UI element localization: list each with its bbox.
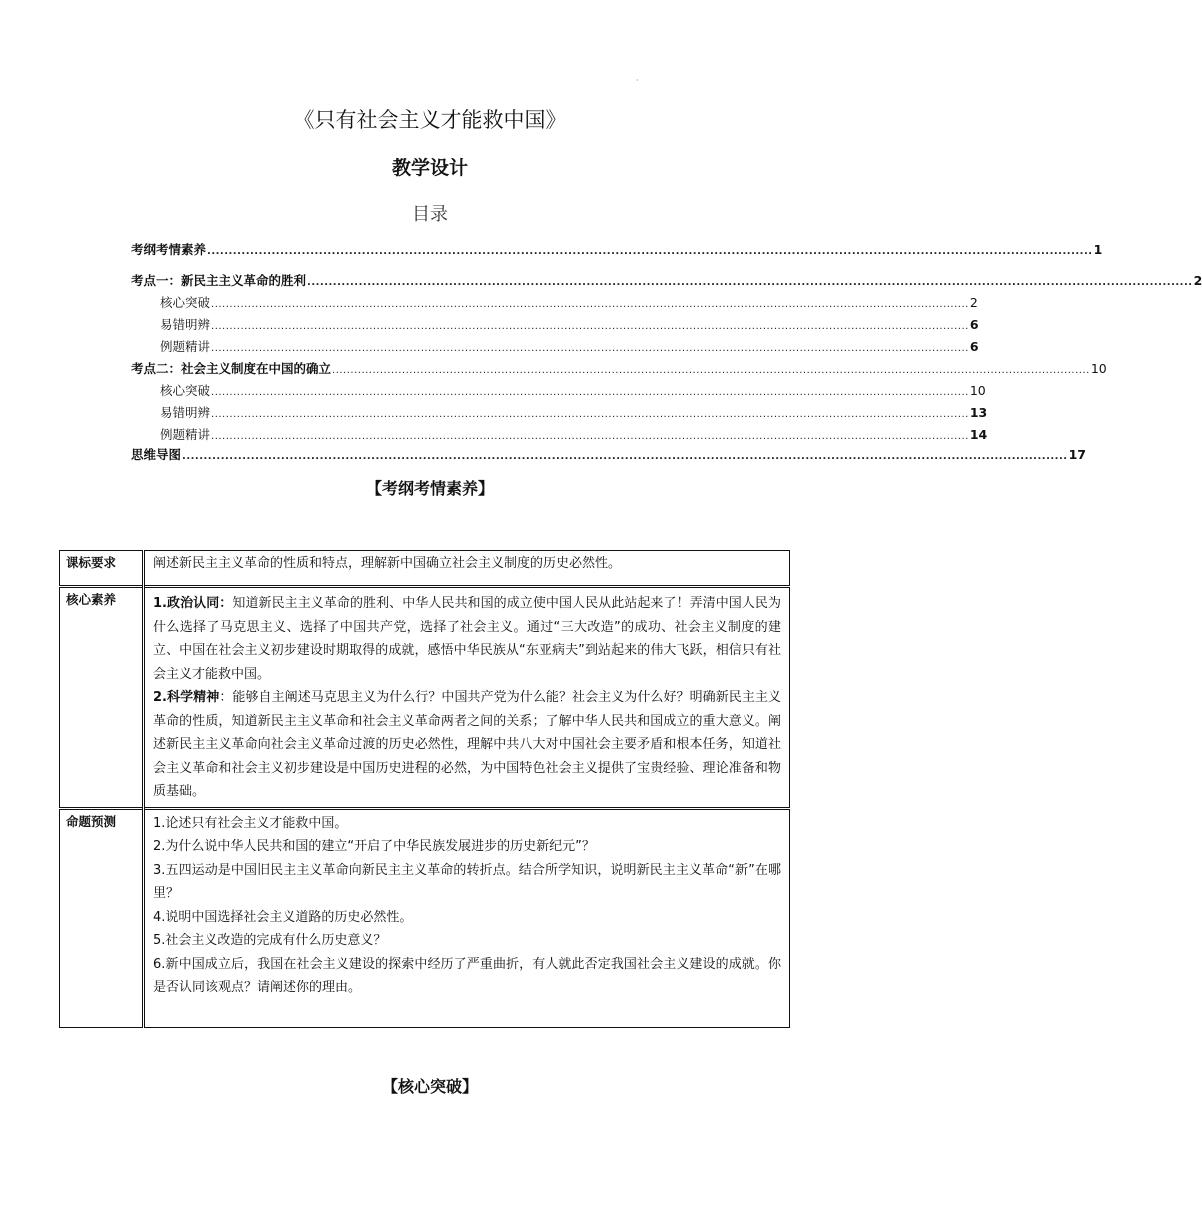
toc-leader: ..............................................................................................................................................................................................................	[211, 409, 969, 420]
toc-entry-label: 思维导图	[131, 447, 182, 462]
toc-entry[interactable]	[131, 359, 1107, 379]
toc-entry-page: 6	[969, 339, 979, 354]
table-row	[60, 551, 790, 587]
toc-leader: ..............................................................................................................................................................................................................	[182, 451, 1068, 462]
section-heading-syllabus: 【考纲考情素养】	[365, 479, 494, 498]
toc-entry[interactable]	[131, 403, 988, 423]
prediction-item: 6.新中国成立后，我国在社会主义建设的探索中经历了严重曲折，有人就此否定我国社会主义建设的成就。你是否认同该观点？请阐述你的理由。	[153, 956, 781, 995]
toc-leader: ..............................................................................................................................................................................................................	[211, 431, 969, 442]
competency-lead: 1.政治认同：	[153, 596, 233, 611]
competency-lead: 2.科学精神	[153, 690, 220, 705]
toc-entry-label: 易错明辨	[160, 317, 211, 332]
toc-entry[interactable]	[131, 425, 988, 445]
row-header: 核心素养	[60, 587, 144, 809]
toc-entry-label: 考纲考情素养	[131, 242, 207, 257]
prediction-item: 5.社会主义改造的完成有什么历史意义？	[153, 933, 387, 948]
toc-leader: ..............................................................................................................................................................................................................	[211, 321, 969, 332]
section-heading-core: 【核心突破】	[381, 1077, 478, 1096]
competency-text: ：能够自主阐述马克思主义为什么行？中国共产党为什么能？社会主义为什么好？明确新民主主义革命的性质，知道新民主主义革命和社会主义革命两者之间的关系；了解中华人民共和国成立的重大意义。阐述新民主主义革命向社会主义革命过渡的历史必然性，理解中共八大对中国社会主要矛盾和根本任务，知道社会主义革命和社会主义初步建设是中国历史进程的必然，为中国特色社会主义提供了宝贵经验、理论准备和物质基础。	[153, 690, 781, 799]
toc-entry-label: 易错明辨	[160, 405, 211, 420]
document-title: 《只有社会主义才能救中国》	[293, 108, 567, 132]
row-header: 课标要求	[60, 551, 144, 587]
row-content	[144, 551, 790, 587]
row-header: 命题预测	[60, 808, 144, 1027]
table-row	[60, 587, 790, 809]
toc-entry-label: 例题精讲	[160, 339, 211, 354]
toc-entry-page: 17	[1068, 447, 1086, 462]
toc-entry-page: 10	[1090, 361, 1107, 376]
toc-entry-label: 核心突破	[160, 383, 211, 398]
toc-leader: ..............................................................................................................................................................................................................	[207, 246, 1093, 257]
toc-leader: ..............................................................................................................................................................................................................	[211, 387, 969, 398]
header-mark: ·	[636, 76, 639, 85]
document-subtitle: 教学设计	[391, 157, 468, 179]
toc-entry-page: 2	[969, 295, 978, 310]
toc-entry-page: 13	[969, 405, 988, 420]
syllabus-table	[59, 550, 790, 1028]
row-content	[144, 808, 790, 1027]
toc-leader: ..............................................................................................................................................................................................................	[332, 365, 1090, 376]
toc-entry-label: 考点二：社会主义制度在中国的确立	[131, 361, 332, 376]
toc-entry[interactable]	[131, 337, 979, 357]
toc-entry-label: 核心突破	[160, 295, 211, 310]
toc-entry-page: 1	[1093, 242, 1103, 257]
toc-entry[interactable]	[131, 271, 1202, 291]
toc-heading: 目录	[412, 204, 448, 225]
competency-text: 知道新民主主义革命的胜利、中华人民共和国的成立使中国人民从此站起来了！弄清中国人民为什么选择了马克思主义、选择了中国共产党，选择了社会主义。通过“三大改造”的成功、社会主义制度的建立、中国在社会主义初步建设时期取得的成就，感悟中华民族从“东亚病夫”到站起来的伟大飞跃，相信只有社会主义才能救中国。	[153, 596, 781, 682]
toc-leader: ..............................................................................................................................................................................................................	[307, 277, 1193, 288]
row-content	[144, 587, 790, 809]
toc-entry-page: 10	[969, 383, 986, 398]
table-row	[60, 808, 790, 1027]
prediction-item: 3.五四运动是中国旧民主主义革命向新民主主义革命的转折点。结合所学知识，说明新民主主义革命“新”在哪里？	[153, 862, 781, 901]
prediction-item: 1.论述只有社会主义才能救中国。	[153, 815, 348, 831]
curriculum-requirement-text: 阐述新民主主义革命的性质和特点，理解新中国确立社会主义制度的历史必然性。	[153, 556, 622, 571]
competency-scientific	[153, 686, 781, 804]
prediction-item: 2.为什么说中华人民共和国的建立“开启了中华民族发展进步的历史新纪元”？	[153, 839, 595, 854]
toc-entry[interactable]	[131, 445, 1086, 465]
toc-entry-page: 6	[969, 317, 979, 332]
toc-entry[interactable]	[131, 381, 986, 401]
toc-entry-page: 14	[969, 427, 988, 442]
toc-entry[interactable]	[131, 315, 979, 335]
toc-leader: ..............................................................................................................................................................................................................	[211, 343, 969, 354]
toc-leader: ..............................................................................................................................................................................................................	[211, 299, 969, 310]
toc-entry-page: 2	[1193, 273, 1202, 288]
toc-entry[interactable]	[131, 240, 1103, 260]
prediction-item: 4.说明中国选择社会主义道路的历史必然性。	[153, 909, 413, 925]
toc-entry-label: 考点一：新民主主义革命的胜利	[131, 273, 307, 288]
toc-entry-label: 例题精讲	[160, 427, 211, 442]
competency-political	[153, 592, 781, 686]
toc-entry[interactable]	[131, 293, 978, 313]
